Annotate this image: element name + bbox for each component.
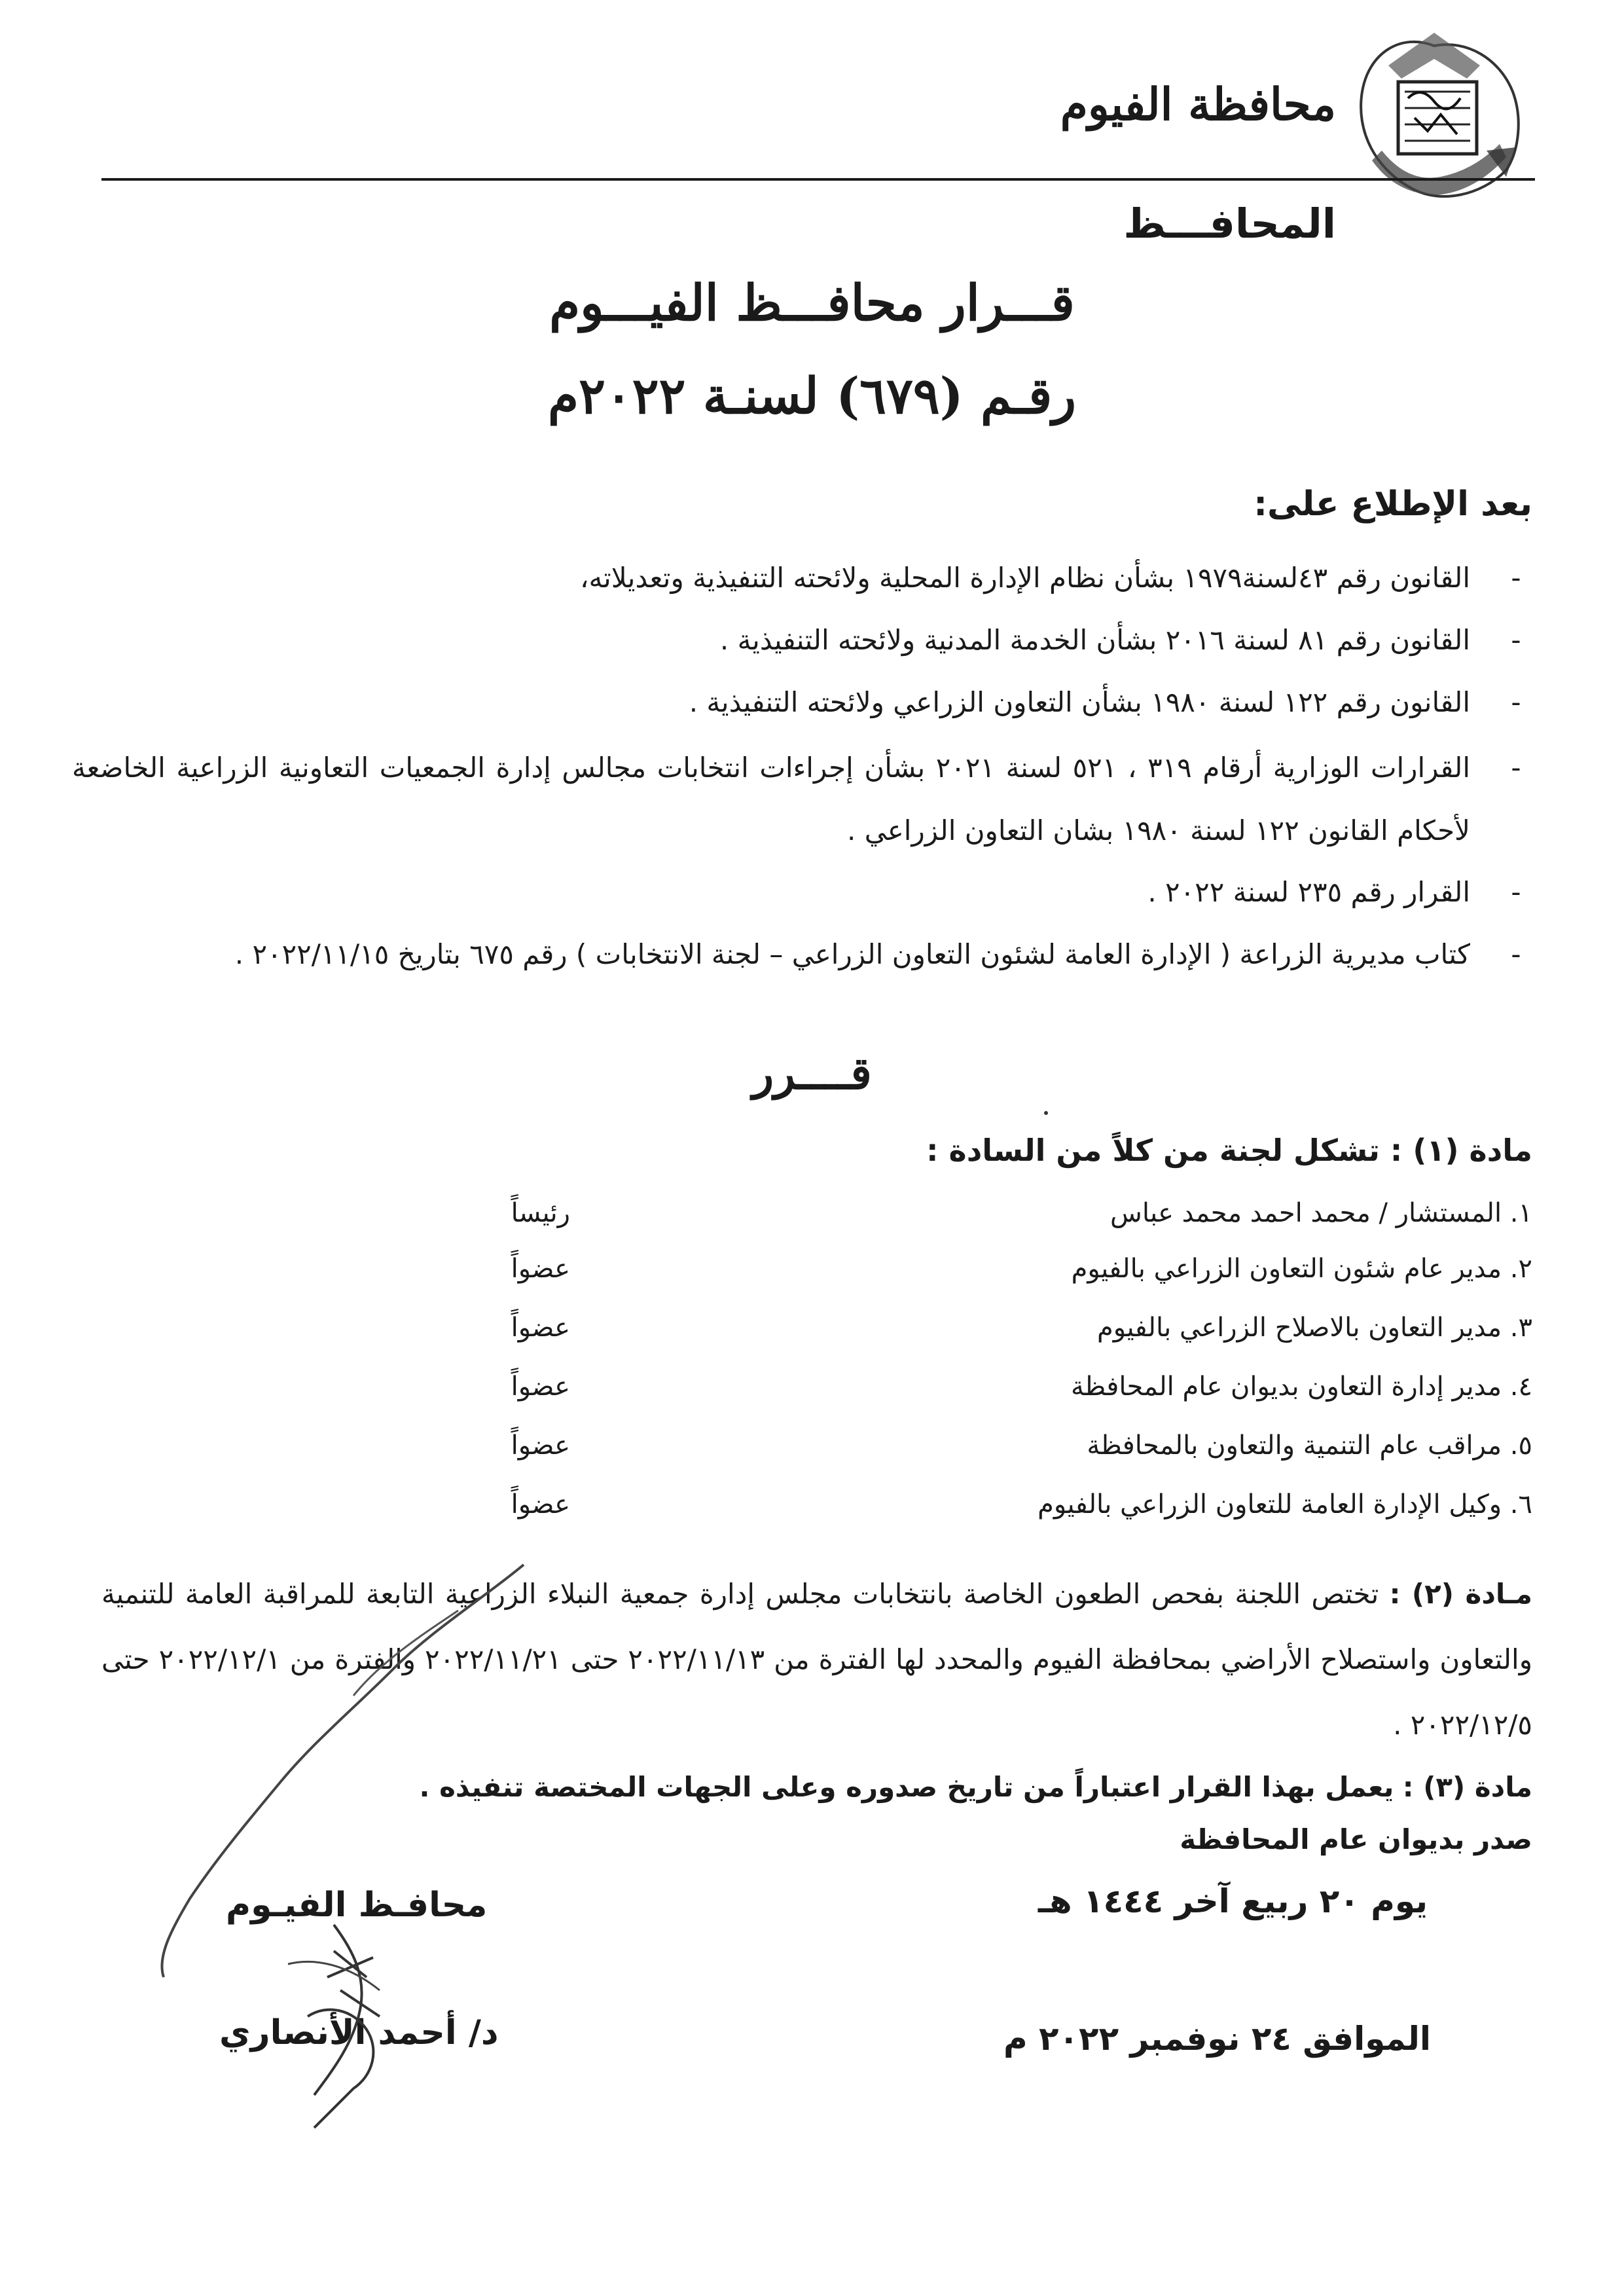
decision-number: رقـم (٦٧٩) لسنـة ٢٠٢٢م xyxy=(548,367,1076,425)
member-row xyxy=(92,1254,1532,1306)
member-name: ٤. مدير إدارة التعاون بديوان عام المحافظة xyxy=(1070,1372,1532,1402)
article-2-label: مـادة (٢) : xyxy=(1389,1578,1533,1610)
scan-speck xyxy=(1044,1111,1048,1115)
header-divider xyxy=(101,178,1535,181)
governorate-emblem-icon xyxy=(1343,20,1526,210)
member-row xyxy=(92,1372,1532,1424)
preamble-item xyxy=(72,671,1532,734)
preamble-item-text: القرارات الوزارية أرقام ٣١٩ ، ٥٢١ لسنة ٢٠٢١ بشأن إجراءات انتخابات مجالس إدارة الجمعيات التعاونية الزراعية الخاضعة لأحكام القانون ١٢٢ لسنة ١٩٨٠ بشان التعاون الزراعي . xyxy=(72,752,1470,847)
list-dash: - xyxy=(1511,876,1521,908)
list-dash: - xyxy=(1511,562,1521,594)
member-row xyxy=(92,1198,1532,1250)
article-1: مادة (١) : تشكل لجنة من كلاً من السادة : xyxy=(926,1133,1532,1168)
decision-title: قـــرار محافـــظ الفيـــوم xyxy=(549,274,1075,332)
signatory-title: محافـظ الفيـوم xyxy=(226,1886,488,1925)
member-role: عضواً xyxy=(511,1254,570,1284)
list-dash: - xyxy=(1511,624,1521,656)
member-role: عضواً xyxy=(511,1430,570,1461)
preamble-item-text: القرار رقم ٢٣٥ لسنة ٢٠٢٢ . xyxy=(1147,876,1470,908)
member-role: عضواً xyxy=(511,1313,570,1343)
gregorian-date: الموافق ٢٤ نوفمبر ٢٠٢٢ م xyxy=(1003,2020,1431,2058)
preamble-item xyxy=(72,923,1532,986)
member-role: عضواً xyxy=(511,1372,570,1402)
member-name: ٣. مدير التعاون بالاصلاح الزراعي بالفيوم xyxy=(1097,1313,1532,1343)
decides-heading: قــــرر xyxy=(752,1048,872,1100)
member-role: رئيساً xyxy=(511,1198,570,1228)
member-row xyxy=(92,1313,1532,1365)
preamble-item-text: القانون رقم ٤٣لسنة١٩٧٩ بشأن نظام الإدارة المحلية ولائحته التنفيذية وتعديلاته، xyxy=(579,562,1470,594)
article-3-label: مادة (٣) : xyxy=(1402,1771,1532,1803)
handwritten-signature-icon xyxy=(118,1558,543,2134)
signatory-name: د/ أحمد الأنصاري xyxy=(219,2013,499,2052)
preamble-item xyxy=(72,609,1532,672)
member-name: ٦. وكيل الإدارة العامة للتعاون الزراعي بالفيوم xyxy=(1038,1489,1532,1520)
office-title: المحافـــظ xyxy=(1123,200,1336,247)
list-dash: - xyxy=(1511,938,1521,970)
issued-at: صدر بديوان عام المحافظة xyxy=(1180,1823,1532,1855)
member-name: ١. المستشار / محمد احمد محمد عباس xyxy=(1110,1198,1532,1228)
article-3-text: يعمل بهذا القرار اعتباراً من تاريخ صدوره وعلى الجهات المختصة تنفيذه . xyxy=(419,1771,1394,1803)
preamble-item xyxy=(72,547,1532,610)
article-2-text: تختص اللجنة بفحص الطعون الخاصة بانتخابات مجلس إدارة جمعية النبلاء الزراعية التابعة للمراقبة العامة للتنمية والتعاون واستصلاح الأراضي بمحافظة الفيوم والمحدد لها الفترة من ٢٠٢٢/١١/١٣ حتى ٢٠٢٢/١١/٢١ والفترة من ٢٠٢٢/١٢/١ حتى ٢٠٢٢/١٢/٥ . xyxy=(101,1578,1532,1741)
preamble-item-text: القانون رقم ٨١ لسنة ٢٠١٦ بشأن الخدمة المدنية ولائحته التنفيذية . xyxy=(719,624,1470,656)
preamble-item xyxy=(72,861,1532,924)
member-name: ٢. مدير عام شئون التعاون الزراعي بالفيوم xyxy=(1071,1254,1532,1284)
member-row xyxy=(92,1489,1532,1542)
member-name: ٥. مراقب عام التنمية والتعاون بالمحافظة xyxy=(1087,1430,1532,1461)
member-role: عضواً xyxy=(511,1489,570,1520)
preamble-item-text: القانون رقم ١٢٢ لسنة ١٩٨٠ بشأن التعاون الزراعي ولائحته التنفيذية . xyxy=(689,686,1470,718)
governorate-name: محافظة الفيوم xyxy=(1060,79,1336,131)
hijri-date: يوم ٢٠ ربيع آخر ١٤٤٤ هـ xyxy=(1038,1882,1428,1920)
preamble-item xyxy=(72,737,1532,862)
list-dash: - xyxy=(1511,686,1521,718)
preamble-item-text: كتاب مديرية الزراعة ( الإدارة العامة لشئون التعاون الزراعي – لجنة الانتخابات ) رقم ٦٧٥ بتاريخ ٢٠٢٢/١١/١٥ . xyxy=(234,938,1470,970)
member-row xyxy=(92,1430,1532,1483)
list-dash: - xyxy=(1511,752,1521,784)
preamble-heading: بعد الإطلاع على: xyxy=(1254,484,1532,524)
